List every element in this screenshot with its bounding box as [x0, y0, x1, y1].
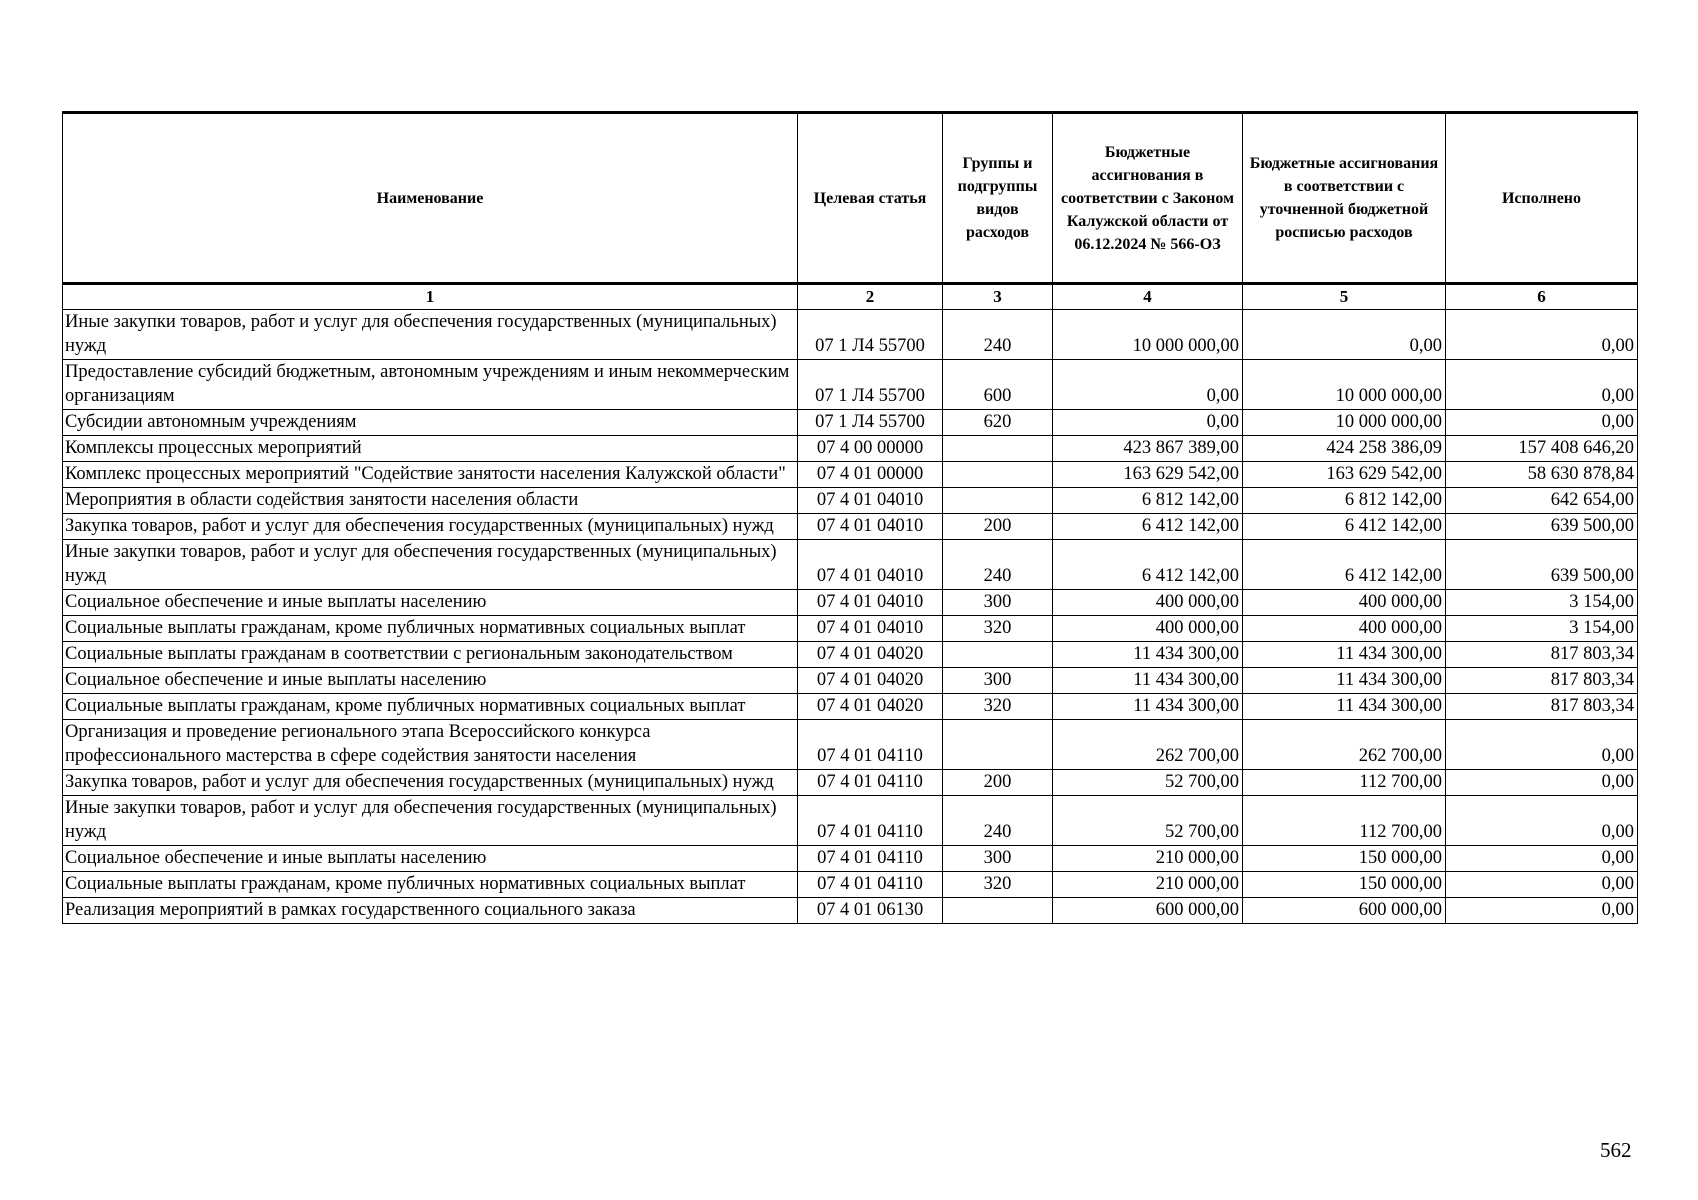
row-name-cell: Социальное обеспечение и иные выплаты населению — [63, 590, 798, 616]
row-group-cell — [943, 436, 1053, 462]
row-code-cell: 07 4 01 04020 — [798, 642, 943, 668]
row-refined-amount-cell: 262 700,00 — [1243, 720, 1446, 770]
row-group-cell: 320 — [943, 694, 1053, 720]
row-code-cell: 07 4 00 00000 — [798, 436, 943, 462]
row-group-cell — [943, 488, 1053, 514]
row-executed-amount-cell: 157 408 646,20 — [1446, 436, 1638, 462]
header-executed: Исполнено — [1446, 113, 1638, 284]
row-name-cell: Закупка товаров, работ и услуг для обеспечения государственных (муниципальных) нужд — [63, 514, 798, 540]
table-row — [63, 590, 1638, 616]
row-refined-amount-cell: 112 700,00 — [1243, 770, 1446, 796]
row-executed-amount-cell: 639 500,00 — [1446, 540, 1638, 590]
row-code-cell: 07 4 01 04010 — [798, 590, 943, 616]
row-executed-amount-cell: 58 630 878,84 — [1446, 462, 1638, 488]
row-executed-amount-cell: 3 154,00 — [1446, 590, 1638, 616]
row-group-cell: 620 — [943, 410, 1053, 436]
row-executed-amount-cell: 0,00 — [1446, 720, 1638, 770]
row-name-cell: Мероприятия в области содействия занятости населения области — [63, 488, 798, 514]
row-law-amount-cell: 6 812 142,00 — [1053, 488, 1243, 514]
row-refined-amount-cell: 163 629 542,00 — [1243, 462, 1446, 488]
row-code-cell: 07 4 01 04020 — [798, 694, 943, 720]
row-code-cell: 07 4 01 04110 — [798, 770, 943, 796]
table-row — [63, 310, 1638, 360]
column-number: 6 — [1446, 284, 1638, 310]
header-law-assignments: Бюджетные ассигнования в соответствии с Законом Калужской области от 06.12.2024 № 566-ОЗ — [1053, 113, 1243, 284]
column-number: 4 — [1053, 284, 1243, 310]
table-row — [63, 436, 1638, 462]
table-row — [63, 616, 1638, 642]
row-refined-amount-cell: 400 000,00 — [1243, 616, 1446, 642]
row-executed-amount-cell: 817 803,34 — [1446, 642, 1638, 668]
row-law-amount-cell: 6 412 142,00 — [1053, 514, 1243, 540]
row-law-amount-cell: 210 000,00 — [1053, 846, 1243, 872]
table-row — [63, 898, 1638, 924]
row-executed-amount-cell: 0,00 — [1446, 872, 1638, 898]
row-refined-amount-cell: 150 000,00 — [1243, 872, 1446, 898]
row-refined-amount-cell: 6 412 142,00 — [1243, 540, 1446, 590]
row-law-amount-cell: 262 700,00 — [1053, 720, 1243, 770]
row-name-cell: Субсидии автономным учреждениям — [63, 410, 798, 436]
row-group-cell: 300 — [943, 846, 1053, 872]
row-executed-amount-cell: 817 803,34 — [1446, 668, 1638, 694]
row-executed-amount-cell: 639 500,00 — [1446, 514, 1638, 540]
row-group-cell: 300 — [943, 668, 1053, 694]
table-row — [63, 872, 1638, 898]
row-code-cell: 07 4 01 04110 — [798, 872, 943, 898]
row-refined-amount-cell: 0,00 — [1243, 310, 1446, 360]
row-refined-amount-cell: 11 434 300,00 — [1243, 668, 1446, 694]
table-row — [63, 668, 1638, 694]
row-group-cell: 600 — [943, 360, 1053, 410]
table-row — [63, 770, 1638, 796]
row-group-cell: 320 — [943, 616, 1053, 642]
row-law-amount-cell: 210 000,00 — [1053, 872, 1243, 898]
row-law-amount-cell: 400 000,00 — [1053, 616, 1243, 642]
row-law-amount-cell: 0,00 — [1053, 360, 1243, 410]
row-group-cell — [943, 720, 1053, 770]
header-target-article: Целевая статья — [798, 113, 943, 284]
table-row — [63, 514, 1638, 540]
row-name-cell: Иные закупки товаров, работ и услуг для обеспечения государственных (муниципальных) нужд — [63, 796, 798, 846]
row-code-cell: 07 4 01 06130 — [798, 898, 943, 924]
row-code-cell: 07 4 01 04010 — [798, 540, 943, 590]
table-body — [63, 310, 1638, 924]
row-name-cell: Закупка товаров, работ и услуг для обеспечения государственных (муниципальных) нужд — [63, 770, 798, 796]
table-row — [63, 540, 1638, 590]
row-group-cell: 320 — [943, 872, 1053, 898]
table-row — [63, 488, 1638, 514]
row-law-amount-cell: 11 434 300,00 — [1053, 668, 1243, 694]
row-code-cell: 07 1 Л4 55700 — [798, 310, 943, 360]
row-law-amount-cell: 11 434 300,00 — [1053, 642, 1243, 668]
row-group-cell — [943, 642, 1053, 668]
row-group-cell: 240 — [943, 540, 1053, 590]
row-law-amount-cell: 52 700,00 — [1053, 770, 1243, 796]
row-law-amount-cell: 600 000,00 — [1053, 898, 1243, 924]
row-law-amount-cell: 423 867 389,00 — [1053, 436, 1243, 462]
row-code-cell: 07 4 01 00000 — [798, 462, 943, 488]
row-refined-amount-cell: 11 434 300,00 — [1243, 694, 1446, 720]
row-refined-amount-cell: 600 000,00 — [1243, 898, 1446, 924]
header-row — [63, 113, 1638, 284]
row-name-cell: Социальное обеспечение и иные выплаты населению — [63, 846, 798, 872]
row-refined-amount-cell: 10 000 000,00 — [1243, 410, 1446, 436]
row-name-cell: Социальные выплаты гражданам, кроме публичных нормативных социальных выплат — [63, 616, 798, 642]
row-code-cell: 07 4 01 04010 — [798, 514, 943, 540]
row-executed-amount-cell: 0,00 — [1446, 310, 1638, 360]
table-row — [63, 796, 1638, 846]
row-name-cell: Иные закупки товаров, работ и услуг для обеспечения государственных (муниципальных) нужд — [63, 310, 798, 360]
row-group-cell: 200 — [943, 770, 1053, 796]
row-group-cell — [943, 462, 1053, 488]
column-number: 2 — [798, 284, 943, 310]
row-law-amount-cell: 0,00 — [1053, 410, 1243, 436]
header-refined-assignments: Бюджетные ассигнования в соответствии с уточненной бюджетной росписью расходов — [1243, 113, 1446, 284]
row-executed-amount-cell: 0,00 — [1446, 898, 1638, 924]
row-law-amount-cell: 163 629 542,00 — [1053, 462, 1243, 488]
table-row — [63, 360, 1638, 410]
row-refined-amount-cell: 11 434 300,00 — [1243, 642, 1446, 668]
row-executed-amount-cell: 0,00 — [1446, 846, 1638, 872]
row-group-cell: 240 — [943, 796, 1053, 846]
row-code-cell: 07 4 01 04110 — [798, 846, 943, 872]
row-refined-amount-cell: 6 812 142,00 — [1243, 488, 1446, 514]
row-refined-amount-cell: 424 258 386,09 — [1243, 436, 1446, 462]
row-group-cell: 240 — [943, 310, 1053, 360]
table-row — [63, 720, 1638, 770]
row-law-amount-cell: 11 434 300,00 — [1053, 694, 1243, 720]
row-code-cell: 07 4 01 04110 — [798, 796, 943, 846]
row-name-cell: Иные закупки товаров, работ и услуг для обеспечения государственных (муниципальных) нужд — [63, 540, 798, 590]
row-name-cell: Комплексы процессных мероприятий — [63, 436, 798, 462]
row-name-cell: Реализация мероприятий в рамках государственного социального заказа — [63, 898, 798, 924]
row-name-cell: Организация и проведение регионального этапа Всероссийского конкурса профессионального мастерства в сфере содействия занятости населения — [63, 720, 798, 770]
column-number: 1 — [63, 284, 798, 310]
row-code-cell: 07 4 01 04010 — [798, 616, 943, 642]
row-refined-amount-cell: 112 700,00 — [1243, 796, 1446, 846]
table-row — [63, 642, 1638, 668]
row-executed-amount-cell: 0,00 — [1446, 360, 1638, 410]
budget-table — [62, 111, 1638, 924]
row-name-cell: Социальное обеспечение и иные выплаты населению — [63, 668, 798, 694]
row-refined-amount-cell: 400 000,00 — [1243, 590, 1446, 616]
header-name: Наименование — [63, 113, 798, 284]
row-refined-amount-cell: 10 000 000,00 — [1243, 360, 1446, 410]
row-group-cell: 300 — [943, 590, 1053, 616]
row-executed-amount-cell: 817 803,34 — [1446, 694, 1638, 720]
page-number: 562 — [1600, 1138, 1632, 1162]
column-number-row — [63, 284, 1638, 310]
row-code-cell: 07 4 01 04020 — [798, 668, 943, 694]
row-group-cell: 200 — [943, 514, 1053, 540]
row-refined-amount-cell: 150 000,00 — [1243, 846, 1446, 872]
header-expense-groups: Группы и подгруппы видов расходов — [943, 113, 1053, 284]
row-code-cell: 07 4 01 04010 — [798, 488, 943, 514]
row-name-cell: Предоставление субсидий бюджетным, автономным учреждениям и иным некоммерческим организациям — [63, 360, 798, 410]
row-name-cell: Комплекс процессных мероприятий "Содействие занятости населения Калужской области" — [63, 462, 798, 488]
row-refined-amount-cell: 6 412 142,00 — [1243, 514, 1446, 540]
row-name-cell: Социальные выплаты гражданам, кроме публичных нормативных социальных выплат — [63, 694, 798, 720]
column-number: 3 — [943, 284, 1053, 310]
row-law-amount-cell: 6 412 142,00 — [1053, 540, 1243, 590]
row-law-amount-cell: 10 000 000,00 — [1053, 310, 1243, 360]
table-row — [63, 410, 1638, 436]
row-code-cell: 07 1 Л4 55700 — [798, 410, 943, 436]
row-executed-amount-cell: 3 154,00 — [1446, 616, 1638, 642]
row-executed-amount-cell: 0,00 — [1446, 796, 1638, 846]
row-code-cell: 07 1 Л4 55700 — [798, 360, 943, 410]
row-law-amount-cell: 400 000,00 — [1053, 590, 1243, 616]
column-number: 5 — [1243, 284, 1446, 310]
row-law-amount-cell: 52 700,00 — [1053, 796, 1243, 846]
row-group-cell — [943, 898, 1053, 924]
table-row — [63, 462, 1638, 488]
row-executed-amount-cell: 642 654,00 — [1446, 488, 1638, 514]
row-executed-amount-cell: 0,00 — [1446, 770, 1638, 796]
row-code-cell: 07 4 01 04110 — [798, 720, 943, 770]
row-name-cell: Социальные выплаты гражданам в соответствии с региональным законодательством — [63, 642, 798, 668]
table-row — [63, 846, 1638, 872]
row-name-cell: Социальные выплаты гражданам, кроме публичных нормативных социальных выплат — [63, 872, 798, 898]
table-row — [63, 694, 1638, 720]
row-executed-amount-cell: 0,00 — [1446, 410, 1638, 436]
